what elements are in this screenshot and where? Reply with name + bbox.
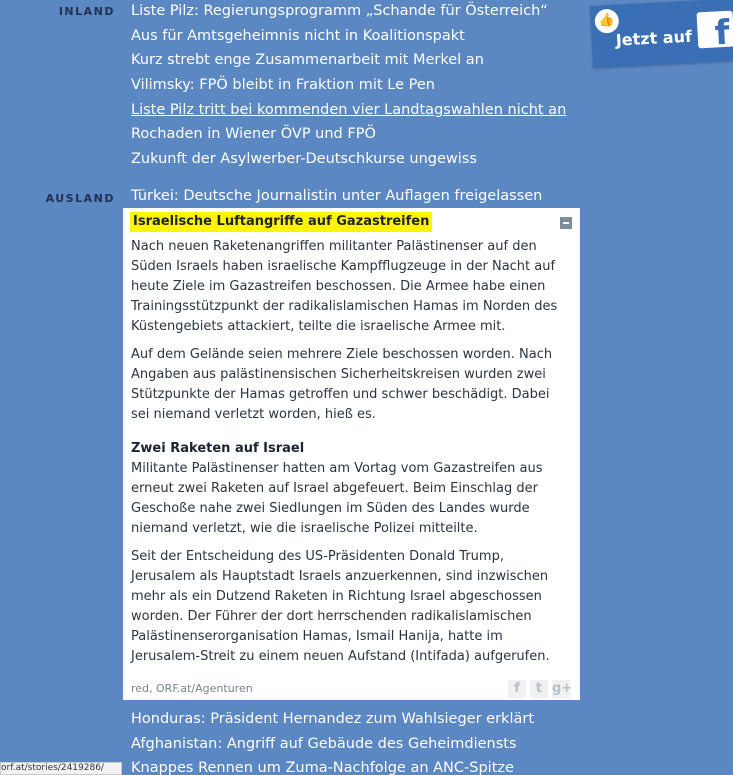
thumbs-up-icon: 👍 bbox=[594, 9, 619, 34]
story-paragraph: Militante Palästinenser hatten am Vortag vom Gazastreifen aus erneut zwei Raketen auf Israel abgefeuert. Beim Einschlag der Geschoße nahe zwei Siedlungen im Süden des Landes wurde niemand verletzt, wie die israelische Polizei mitteilte. bbox=[131, 461, 543, 536]
facebook-promo-badge[interactable] bbox=[590, 0, 733, 68]
share-icons bbox=[508, 680, 573, 698]
section-label-inland: INLAND bbox=[58, 5, 115, 18]
story-subheading: Zwei Raketen auf Israel bbox=[131, 441, 305, 456]
headline-link[interactable]: Knappes Rennen um Zuma-Nachfolge an ANC-Spitze bbox=[131, 760, 514, 775]
collapse-story-button[interactable] bbox=[560, 217, 572, 229]
story-paragraph: Seit der Entscheidung des US-Präsidenten Donald Trump, Jerusalem als Hauptstadt Israels anzuerkennen, sind inzwischen mehr als ein Dutzend Raketen in Richtung Israel abgeschossen worden. Der Führer der dort herrschenden radikalislamischen Palästinenserorganisation Hamas, Ismail Hanija, hatte im Jerusalem-Streit zu einem neuen Aufstand (Intifada) aufgerufen. bbox=[131, 549, 550, 664]
section-label-ausland: AUSLAND bbox=[45, 192, 115, 205]
expanded-story-card bbox=[123, 208, 580, 700]
story-paragraph: Auf dem Gelände seien mehrere Ziele beschossen worden. Nach Angaben aus palästinensischen Sicherheitskreisen wurden zwei Stützpunkte der Hamas getroffen und schwer beschädigt. Dabei sei niemand verletzt worden, hieß es. bbox=[131, 347, 553, 422]
ausland-headline-list-continued bbox=[131, 707, 534, 775]
status-bar-url: orf.at/stories/2419286/ bbox=[0, 762, 122, 775]
ausland-headline-list bbox=[131, 184, 542, 209]
headline-link[interactable]: Afghanistan: Angriff auf Gebäude des Geheimdiensts bbox=[131, 735, 517, 752]
headline-link[interactable]: Kurz strebt enge Zusammenarbeit mit Merkel an bbox=[131, 52, 484, 69]
story-source: red, ORF.at/Agenturen bbox=[131, 682, 253, 695]
headline-link[interactable]: Vilimsky: FPÖ bleibt in Fraktion mit Le Pen bbox=[131, 77, 435, 94]
facebook-share-icon[interactable]: f bbox=[508, 680, 526, 698]
headline-link[interactable]: Türkei: Deutsche Journalistin unter Auflagen freigelassen bbox=[131, 188, 543, 204]
headline-link-hovered[interactable]: Liste Pilz tritt bei kommenden vier Landtagswahlen nicht an bbox=[131, 101, 567, 118]
headline-link[interactable]: Rochaden in Wiener ÖVP und FPÖ bbox=[131, 126, 376, 143]
twitter-share-icon[interactable]: t bbox=[530, 680, 548, 698]
headline-link[interactable]: Honduras: Präsident Hernandez zum Wahlsieger erklärt bbox=[131, 711, 535, 727]
inland-headline-list bbox=[131, 0, 566, 172]
headline-link[interactable]: Zukunft der Asylwerber-Deutschkurse ungewiss bbox=[131, 151, 477, 168]
headline-link[interactable]: Liste Pilz: Regierungsprogramm „Schande für Österreich“ bbox=[131, 3, 548, 19]
story-body bbox=[131, 237, 571, 675]
story-paragraph: Nach neuen Raketenangriffen militanter Palästinenser auf den Süden Israels haben israelische Kampfflugzeuge in der Nacht auf heute Ziele im Gazastreifen beschossen. Die Armee habe einen Trainingsstützpunkt der radikalislamischen Hamas im Norden des Küstengebiets attackiert, teilte die israelische Armee mit. bbox=[131, 239, 558, 334]
facebook-logo-icon: f bbox=[696, 11, 733, 49]
story-title[interactable]: Israelische Luftangriffe auf Gazastreifen bbox=[130, 212, 432, 232]
facebook-promo-text: Jetzt auf bbox=[615, 26, 693, 50]
headline-link[interactable]: Aus für Amtsgeheimnis nicht in Koalitionspakt bbox=[131, 27, 465, 44]
googleplus-share-icon[interactable]: g+ bbox=[552, 681, 573, 696]
